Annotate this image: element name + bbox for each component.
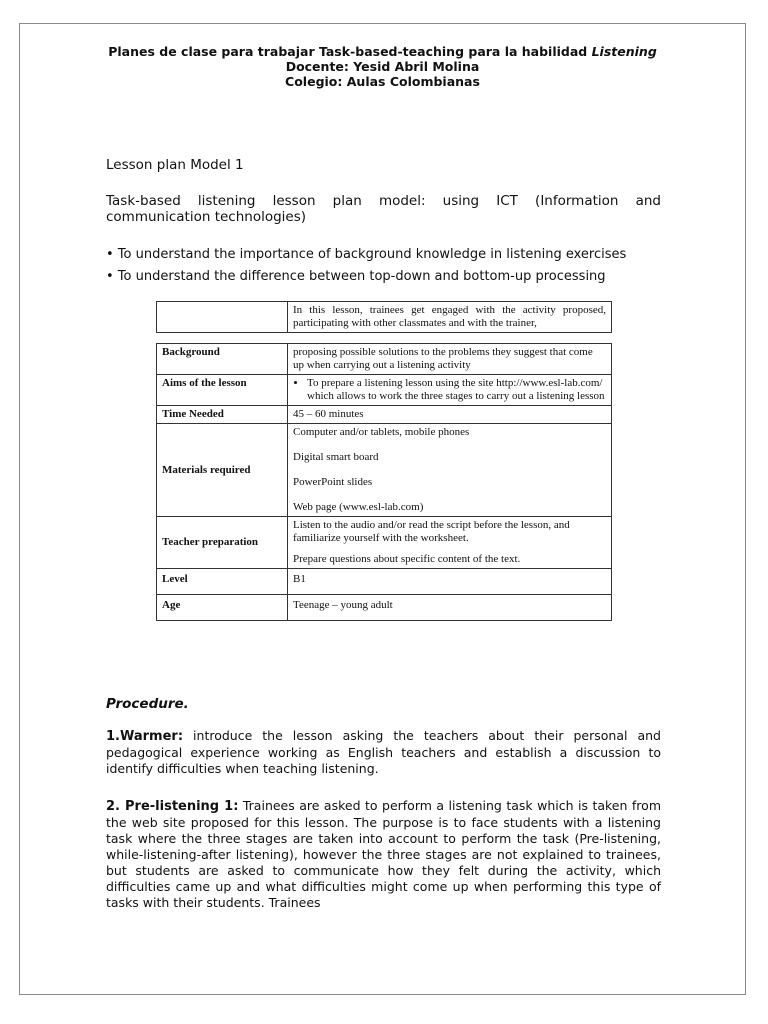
step-label: 2. Pre-listening 1: (106, 799, 239, 814)
aims-value: • To prepare a listening lesson using the site http://www.esl-lab.com/ which allows to work the three stages to carry out a listening lesson (307, 377, 606, 403)
teacher-prep-label: Teacher preparation (157, 517, 288, 569)
table-row (157, 375, 612, 406)
objective-item: • To understand the importance of background knowledge in listening exercises (106, 247, 627, 262)
time-value: 45 – 60 minutes (288, 406, 612, 424)
level-label: Level (157, 569, 288, 595)
time-label: Time Needed (157, 406, 288, 424)
material-item: Computer and/or tablets, mobile phones (293, 426, 470, 438)
table-row (157, 424, 612, 517)
table-row (157, 406, 612, 424)
background-label: Background (157, 344, 288, 375)
table-row (157, 344, 612, 375)
document-header (20, 44, 745, 89)
header-teacher: Docente: Yesid Abril Molina (285, 59, 480, 74)
lesson-model-heading: Lesson plan Model 1 (106, 157, 244, 173)
header-title: Planes de clase para trabajar Task-based-teaching para la habilidad Listening (108, 44, 657, 59)
table-row (157, 569, 612, 595)
lesson-plan-table (156, 301, 612, 621)
prep-item: Prepare questions about specific content of the text. (293, 553, 521, 565)
table-row (157, 302, 612, 333)
table-row (157, 517, 612, 569)
procedure-step-warmer (106, 728, 661, 777)
procedure-step-prelistening (106, 798, 661, 911)
prep-item: Listen to the audio and/or read the script before the lesson, and familiarize yourself with the worksheet. (293, 519, 570, 544)
background-value: proposing possible solutions to the problems they suggest that come up when carrying out a listening activity (288, 344, 612, 375)
step-text: introduce the lesson asking the teachers about their personal and pedagogical experience working as English teachers and establish a discussion to identify difficulties when teaching listening. (106, 728, 661, 776)
age-label: Age (157, 595, 288, 621)
material-item: Digital smart board (293, 451, 379, 463)
step-text: Trainees are asked to perform a listening task which is taken from the web site proposed for this lesson. The purpose is to face students with a listening task where the three stages are taken into account to perform the task (Pre-listening, while-listening-after listening), however the three stages are not explained to trainees, but students are asked to communicate how they felt during the activity, which difficulties came up and what difficulties might come up when performing this type of tasks with their students. Trainees (106, 798, 661, 910)
step-label: 1.Warmer: (106, 729, 184, 744)
objectives-list (106, 244, 661, 288)
material-item: Web page (www.esl-lab.com) (293, 501, 424, 513)
materials-cell (288, 424, 612, 517)
table-row (157, 595, 612, 621)
table-empty-cell (157, 302, 288, 333)
materials-label: Materials required (157, 424, 288, 517)
teacher-prep-cell (288, 517, 612, 569)
material-item: PowerPoint slides (293, 476, 373, 488)
procedure-heading: Procedure. (106, 696, 189, 712)
level-value: B1 (288, 569, 612, 595)
intro-cell: In this lesson, trainees get engaged with the activity proposed, participating with other classmates and with the trainer, (288, 302, 612, 333)
age-value: Teenage – young adult (288, 595, 612, 621)
aims-label: Aims of the lesson (157, 375, 288, 406)
aims-value-cell (288, 375, 612, 406)
header-school: Colegio: Aulas Colombianas (285, 74, 480, 89)
objective-item: • To understand the difference between top-down and bottom-up processing (106, 269, 606, 284)
table-gap-row (157, 333, 612, 344)
lesson-title: Task-based listening lesson plan model: using ICT (Information and communication technologies) (106, 193, 661, 225)
document-page (19, 23, 746, 995)
